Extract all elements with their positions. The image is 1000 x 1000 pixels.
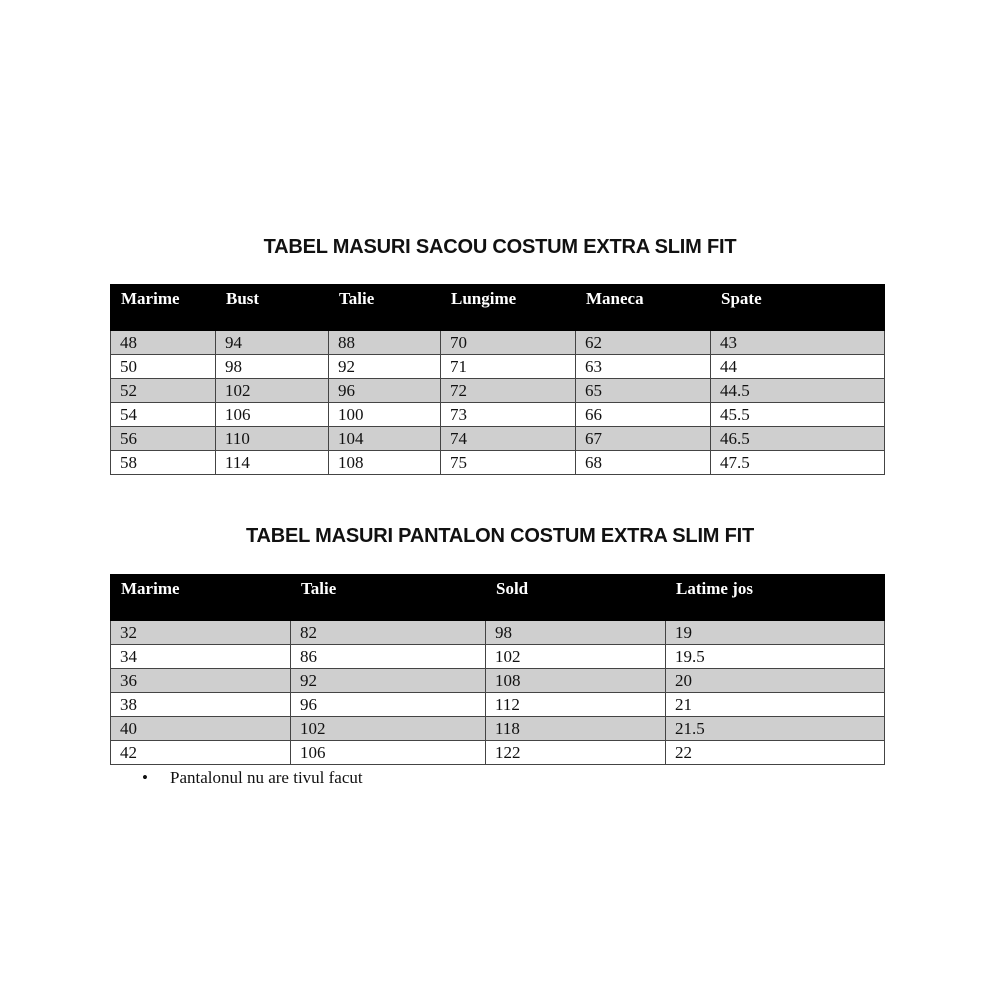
table-cell: 36 bbox=[111, 669, 291, 693]
table-row bbox=[111, 741, 885, 765]
column-header-maneca: Maneca bbox=[576, 285, 711, 331]
hem-note bbox=[142, 768, 363, 788]
table-cell: 106 bbox=[291, 741, 486, 765]
table-row bbox=[111, 717, 885, 741]
table-header-row bbox=[111, 285, 885, 331]
table-cell: 48 bbox=[111, 331, 216, 355]
column-header-lungime: Lungime bbox=[441, 285, 576, 331]
jacket-size-table-title: TABEL MASURI SACOU COSTUM EXTRA SLIM FIT bbox=[263, 236, 737, 258]
table-cell: 94 bbox=[216, 331, 329, 355]
table-cell: 110 bbox=[216, 427, 329, 451]
table-cell: 106 bbox=[216, 403, 329, 427]
table-cell: 44 bbox=[711, 355, 885, 379]
table-row bbox=[111, 669, 885, 693]
table-cell: 118 bbox=[486, 717, 666, 741]
table-cell: 42 bbox=[111, 741, 291, 765]
trousers-size-table-title: TABEL MASURI PANTALON COSTUM EXTRA SLIM FIT bbox=[245, 525, 755, 547]
table-row bbox=[111, 379, 885, 403]
table-cell: 102 bbox=[216, 379, 329, 403]
table-cell: 58 bbox=[111, 451, 216, 475]
table-cell: 74 bbox=[441, 427, 576, 451]
table-cell: 102 bbox=[486, 645, 666, 669]
table-cell: 108 bbox=[329, 451, 441, 475]
table-cell: 54 bbox=[111, 403, 216, 427]
bullet-icon: • bbox=[142, 768, 148, 787]
table-cell: 71 bbox=[441, 355, 576, 379]
table-header-row bbox=[111, 575, 885, 621]
table-cell: 88 bbox=[329, 331, 441, 355]
table-cell: 44.5 bbox=[711, 379, 885, 403]
table-cell: 52 bbox=[111, 379, 216, 403]
table-cell: 19 bbox=[666, 621, 885, 645]
table-row bbox=[111, 355, 885, 379]
table-cell: 100 bbox=[329, 403, 441, 427]
table-cell: 73 bbox=[441, 403, 576, 427]
table-cell: 98 bbox=[486, 621, 666, 645]
table-cell: 70 bbox=[441, 331, 576, 355]
table-cell: 21.5 bbox=[666, 717, 885, 741]
column-header-spate: Spate bbox=[711, 285, 885, 331]
table-row bbox=[111, 621, 885, 645]
table-cell: 20 bbox=[666, 669, 885, 693]
table-cell: 47.5 bbox=[711, 451, 885, 475]
table-cell: 22 bbox=[666, 741, 885, 765]
table-cell: 72 bbox=[441, 379, 576, 403]
column-header-marime: Marime bbox=[111, 285, 216, 331]
column-header-sold: Sold bbox=[486, 575, 666, 621]
table-row bbox=[111, 693, 885, 717]
table-row bbox=[111, 427, 885, 451]
column-header-marime: Marime bbox=[111, 575, 291, 621]
trousers-size-table bbox=[110, 574, 885, 765]
table-cell: 92 bbox=[291, 669, 486, 693]
table-cell: 108 bbox=[486, 669, 666, 693]
table-cell: 98 bbox=[216, 355, 329, 379]
table-cell: 104 bbox=[329, 427, 441, 451]
table-cell: 82 bbox=[291, 621, 486, 645]
table-cell: 21 bbox=[666, 693, 885, 717]
hem-note-text: Pantalonul nu are tivul facut bbox=[170, 768, 363, 787]
table-row bbox=[111, 403, 885, 427]
table-row bbox=[111, 331, 885, 355]
table-cell: 92 bbox=[329, 355, 441, 379]
column-header-latime-jos: Latime jos bbox=[666, 575, 885, 621]
table-cell: 96 bbox=[329, 379, 441, 403]
column-header-talie: Talie bbox=[329, 285, 441, 331]
table-cell: 34 bbox=[111, 645, 291, 669]
table-cell: 68 bbox=[576, 451, 711, 475]
table-cell: 114 bbox=[216, 451, 329, 475]
table-cell: 75 bbox=[441, 451, 576, 475]
table-row bbox=[111, 451, 885, 475]
table-cell: 40 bbox=[111, 717, 291, 741]
table-cell: 112 bbox=[486, 693, 666, 717]
table-cell: 45.5 bbox=[711, 403, 885, 427]
table-cell: 86 bbox=[291, 645, 486, 669]
table-cell: 38 bbox=[111, 693, 291, 717]
table-cell: 43 bbox=[711, 331, 885, 355]
table-cell: 19.5 bbox=[666, 645, 885, 669]
table-cell: 66 bbox=[576, 403, 711, 427]
column-header-bust: Bust bbox=[216, 285, 329, 331]
column-header-talie: Talie bbox=[291, 575, 486, 621]
table-cell: 32 bbox=[111, 621, 291, 645]
table-cell: 63 bbox=[576, 355, 711, 379]
table-cell: 50 bbox=[111, 355, 216, 379]
jacket-size-table bbox=[110, 284, 885, 475]
table-row bbox=[111, 645, 885, 669]
table-cell: 46.5 bbox=[711, 427, 885, 451]
table-cell: 65 bbox=[576, 379, 711, 403]
table-cell: 96 bbox=[291, 693, 486, 717]
table-cell: 62 bbox=[576, 331, 711, 355]
table-cell: 102 bbox=[291, 717, 486, 741]
table-cell: 67 bbox=[576, 427, 711, 451]
table-cell: 122 bbox=[486, 741, 666, 765]
table-cell: 56 bbox=[111, 427, 216, 451]
